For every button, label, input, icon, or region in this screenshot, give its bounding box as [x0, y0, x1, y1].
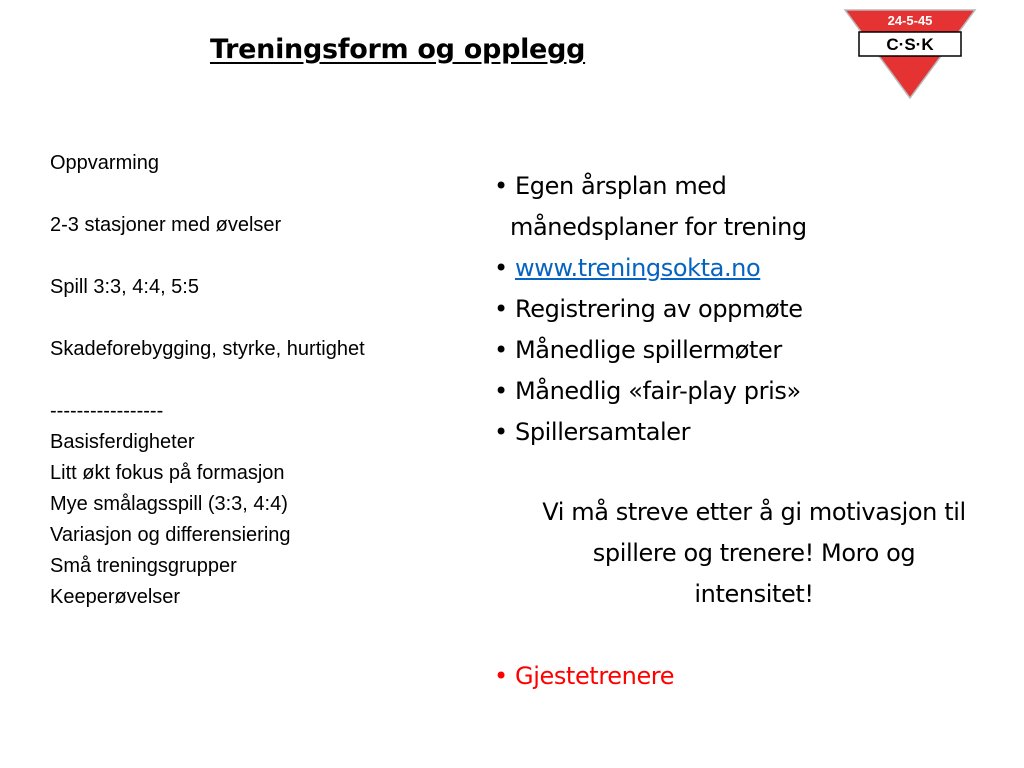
- bullet-text: Månedlig «fair-play pris»: [515, 377, 801, 405]
- list-item: Små treningsgrupper: [50, 555, 237, 577]
- guest-coaches-text: Gjestetrenere: [515, 662, 675, 690]
- list-item: Basisferdigheter: [50, 431, 195, 453]
- logo-main-text: C·S·K: [886, 35, 934, 54]
- stations-text: 2-3 stasjoner med øvelser: [50, 214, 282, 236]
- list-item: Mye smålagsspill (3:3, 4:4): [50, 493, 288, 515]
- bullet-marker: •: [494, 295, 508, 323]
- list-item: Litt økt fokus på formasjon: [50, 462, 285, 484]
- bullet-player-meetings: [494, 330, 1014, 371]
- bullet-fair-play: [494, 371, 1014, 412]
- bullet-text: Månedlige spillermøter: [515, 336, 782, 364]
- slide-title: Treningsform og opplegg: [210, 34, 586, 65]
- motivation-line: Vi må streve etter å gi motivasjon til: [542, 498, 966, 526]
- bullet-text: Spillersamtaler: [515, 418, 691, 446]
- games-text: Spill 3:3, 4:4, 5:5: [50, 276, 199, 298]
- bullet-marker: •: [494, 377, 508, 405]
- training-content-list: [50, 148, 380, 613]
- bullet-text: Registrering av oppmøte: [515, 295, 803, 323]
- list-item: Variasjon og differensiering: [50, 524, 291, 546]
- bullet-marker: •: [494, 336, 508, 364]
- bullet-link: [494, 248, 1014, 289]
- csk-club-logo: [843, 8, 977, 100]
- bullet-marker: •: [494, 172, 508, 200]
- logo-top-text: 24-5-45: [887, 13, 933, 28]
- treningsokta-link[interactable]: www.treningsokta.no: [515, 254, 761, 282]
- injury-prevention-text: Skadeforebygging, styrke, hurtighet: [50, 338, 365, 360]
- bullet-marker: •: [494, 662, 508, 690]
- divider-text: -----------------: [50, 400, 164, 422]
- bullet-marker: •: [494, 254, 508, 282]
- motivation-line: spillere og trenere! Moro og: [592, 539, 916, 567]
- bullet-marker: •: [494, 418, 508, 446]
- motivation-line: intensitet!: [694, 580, 814, 608]
- list-item: Keeperøvelser: [50, 586, 181, 608]
- bullet-text: Egen årsplan med: [515, 172, 727, 200]
- warmup-text: Oppvarming: [50, 152, 159, 174]
- bullet-guest-coaches: [494, 656, 674, 697]
- bullet-player-talks: [494, 412, 1014, 453]
- plan-bullet-list: [494, 166, 1014, 453]
- motivation-text: [494, 492, 1014, 615]
- bullet-annual-plan-cont: månedsplaner for trening: [510, 213, 807, 241]
- bullet-annual-plan: [494, 166, 1014, 207]
- bullet-attendance: [494, 289, 1014, 330]
